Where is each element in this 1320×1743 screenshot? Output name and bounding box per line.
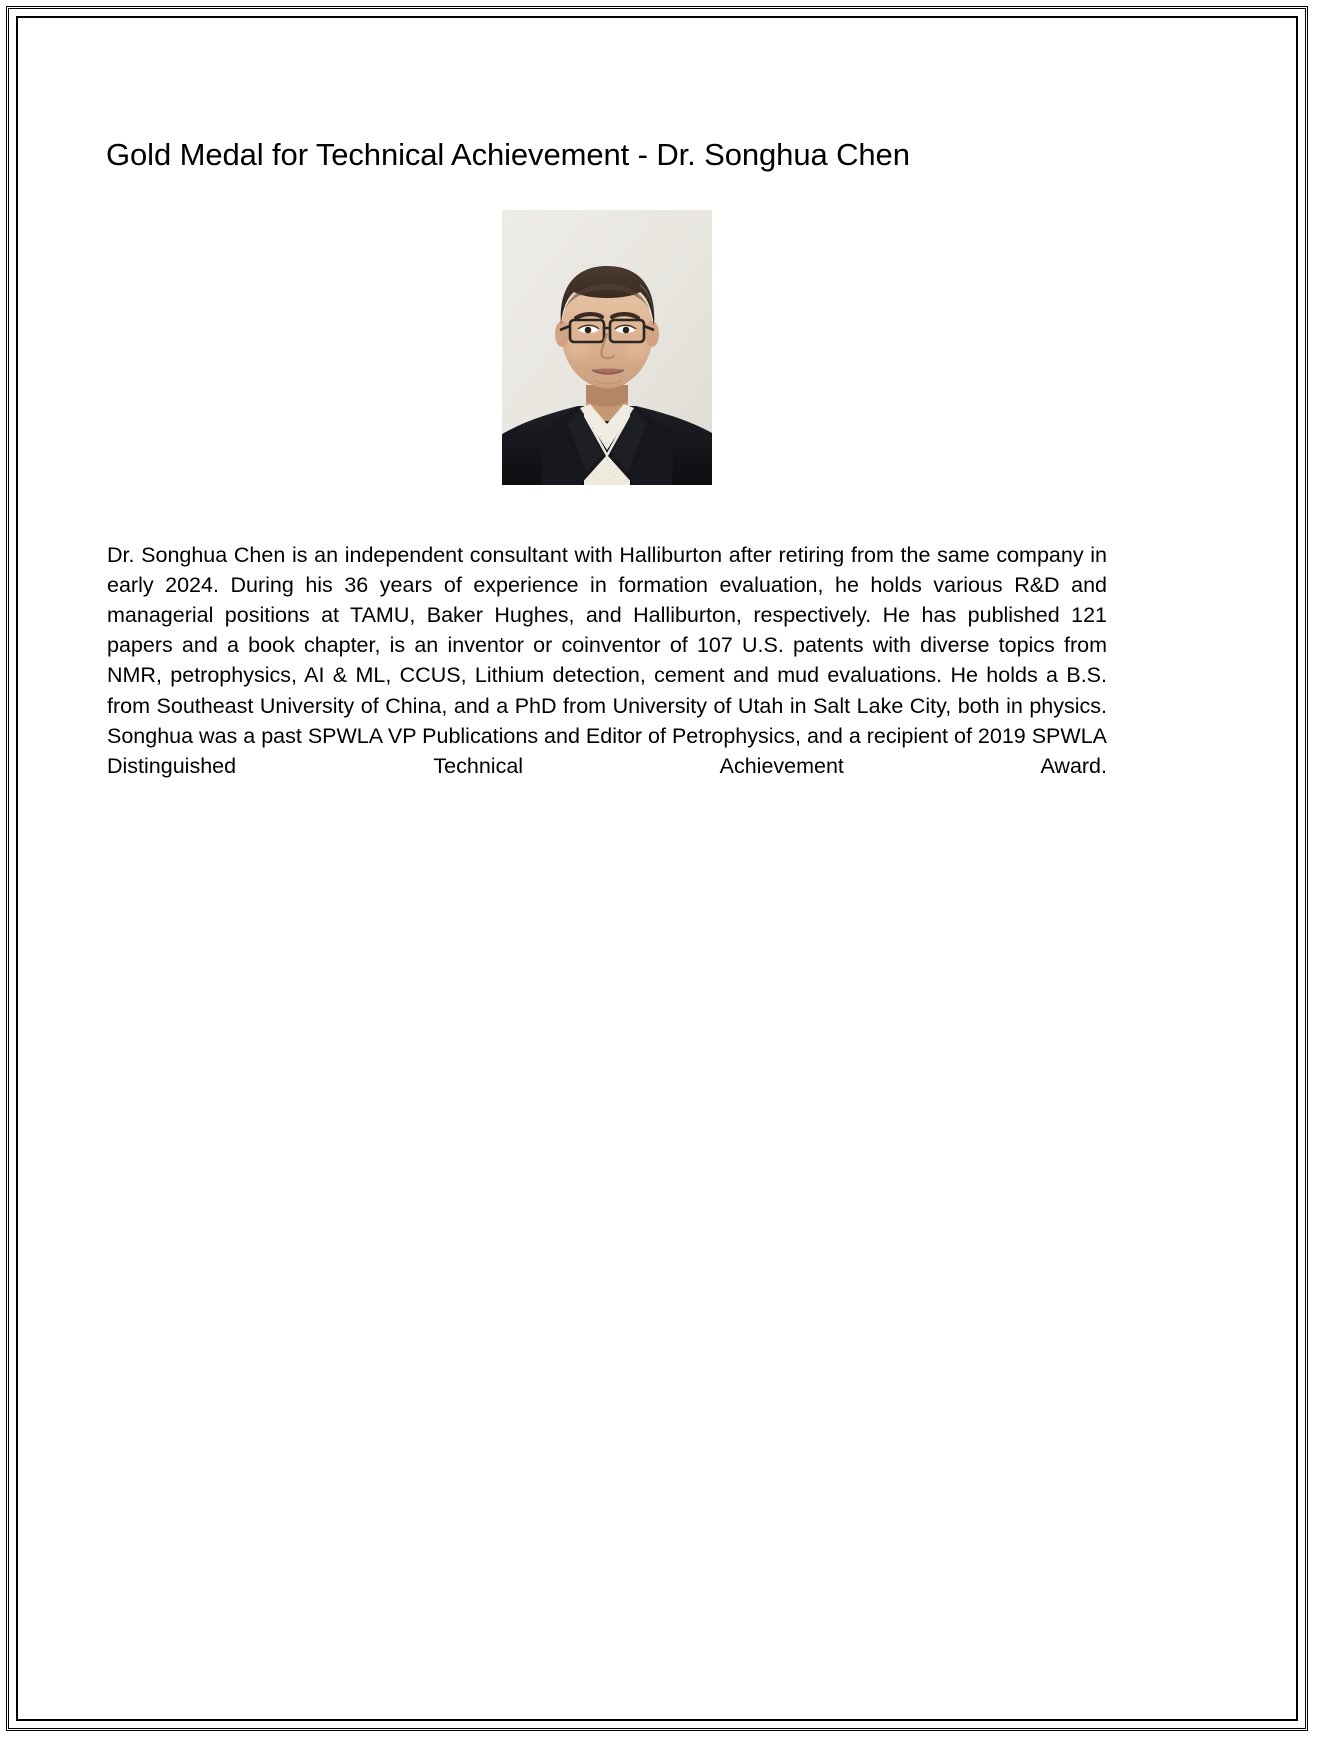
document-content	[18, 18, 1296, 1719]
page-frame-outer	[6, 6, 1308, 1731]
page-title: Gold Medal for Technical Achievement - Dr. Songhua Chen	[106, 136, 910, 172]
portrait-photo-image	[502, 210, 712, 485]
biography-paragraph: Dr. Songhua Chen is an independent consultant with Halliburton after retiring from the same company in early 2024. During his 36 years of experience in formation evaluation, he holds various R&D and managerial positions at TAMU, Baker Hughes, and Halliburton, respectively. He has published 121 papers and a book chapter, is an inventor or coinventor of 107 U.S. patents with diverse topics from NMR, petrophysics, AI & ML, CCUS, Lithium detection, cement and mud evaluations. He holds a B.S. from Southeast University of China, and a PhD from University of Utah in Salt Lake City, both in physics. Songhua was a past SPWLA VP Publications and Editor of Petrophysics, and a recipient of 2019 SPWLA Distinguished Technical Achievement Award.	[107, 542, 1107, 778]
portrait-figure	[502, 210, 712, 485]
page-frame-inner	[16, 16, 1298, 1721]
